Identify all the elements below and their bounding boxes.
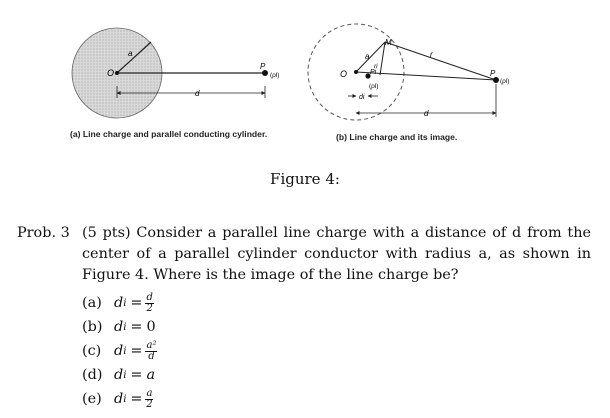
fraction: $\frac{d}{2}$ — [146, 291, 153, 314]
origin-dot-b — [354, 70, 358, 74]
label-r: r — [430, 50, 433, 59]
label-point-m: M — [385, 38, 392, 47]
option-label: (b) — [82, 319, 103, 335]
caption-figure-b: (b) Line charge and its image. — [336, 132, 458, 142]
label-di: di — [359, 94, 365, 101]
option-c[interactable]: (c) d i = $\frac{\text{a²}}{d}$ — [82, 339, 157, 362]
problem-number: Prob. 3 — [17, 225, 70, 241]
option-label: (a) — [82, 295, 102, 311]
label-charge-density-a: (ρl) — [270, 72, 280, 79]
figure-b — [308, 24, 509, 120]
fraction: $\frac{\text{a²}}{d}$ — [146, 339, 157, 362]
figure-a — [72, 28, 279, 118]
origin-dot-a — [115, 71, 119, 75]
label-charge-point-b: P — [490, 69, 496, 78]
label-distance-a: d — [195, 89, 200, 98]
caption-figure-a: (a) Line charge and parallel conducting cylinder. — [70, 129, 268, 139]
label-radius-a: a — [128, 49, 133, 58]
figure-title: Figure 4: — [270, 170, 340, 188]
problem-statement — [17, 223, 591, 286]
label-image-density: (ρl) — [369, 83, 379, 90]
problem-text: (5 pts) Consider a parallel line charge with a distance of d from the center of a parallel cylinder conductor with radius a, as shown in Figure 4. Where is the image of the line charge be? — [82, 225, 591, 283]
answer-options — [82, 291, 157, 411]
label-distance-b: d — [424, 109, 429, 118]
option-label: (e) — [82, 391, 102, 407]
label-pi: Pi — [370, 69, 377, 76]
option-d[interactable]: (d) d i = a — [82, 367, 156, 383]
label-charge-density-b: (ρl) — [500, 78, 510, 85]
label-charge-point-a: P — [260, 62, 266, 71]
label-ri: ri — [374, 63, 378, 70]
label-radius-b: a — [365, 52, 370, 61]
option-b[interactable]: (b) d i = 0 — [82, 319, 156, 335]
option-label: (d) — [82, 367, 103, 383]
option-e[interactable]: (e) d i = $\frac{a}{2}$ — [82, 387, 153, 410]
label-origin-a: O — [107, 68, 115, 78]
option-label: (c) — [82, 343, 102, 359]
fraction: $\frac{a}{2}$ — [146, 387, 153, 410]
option-a[interactable]: (a) d i = $\frac{d}{2}$ — [82, 291, 153, 314]
label-origin-b: O — [340, 69, 348, 79]
